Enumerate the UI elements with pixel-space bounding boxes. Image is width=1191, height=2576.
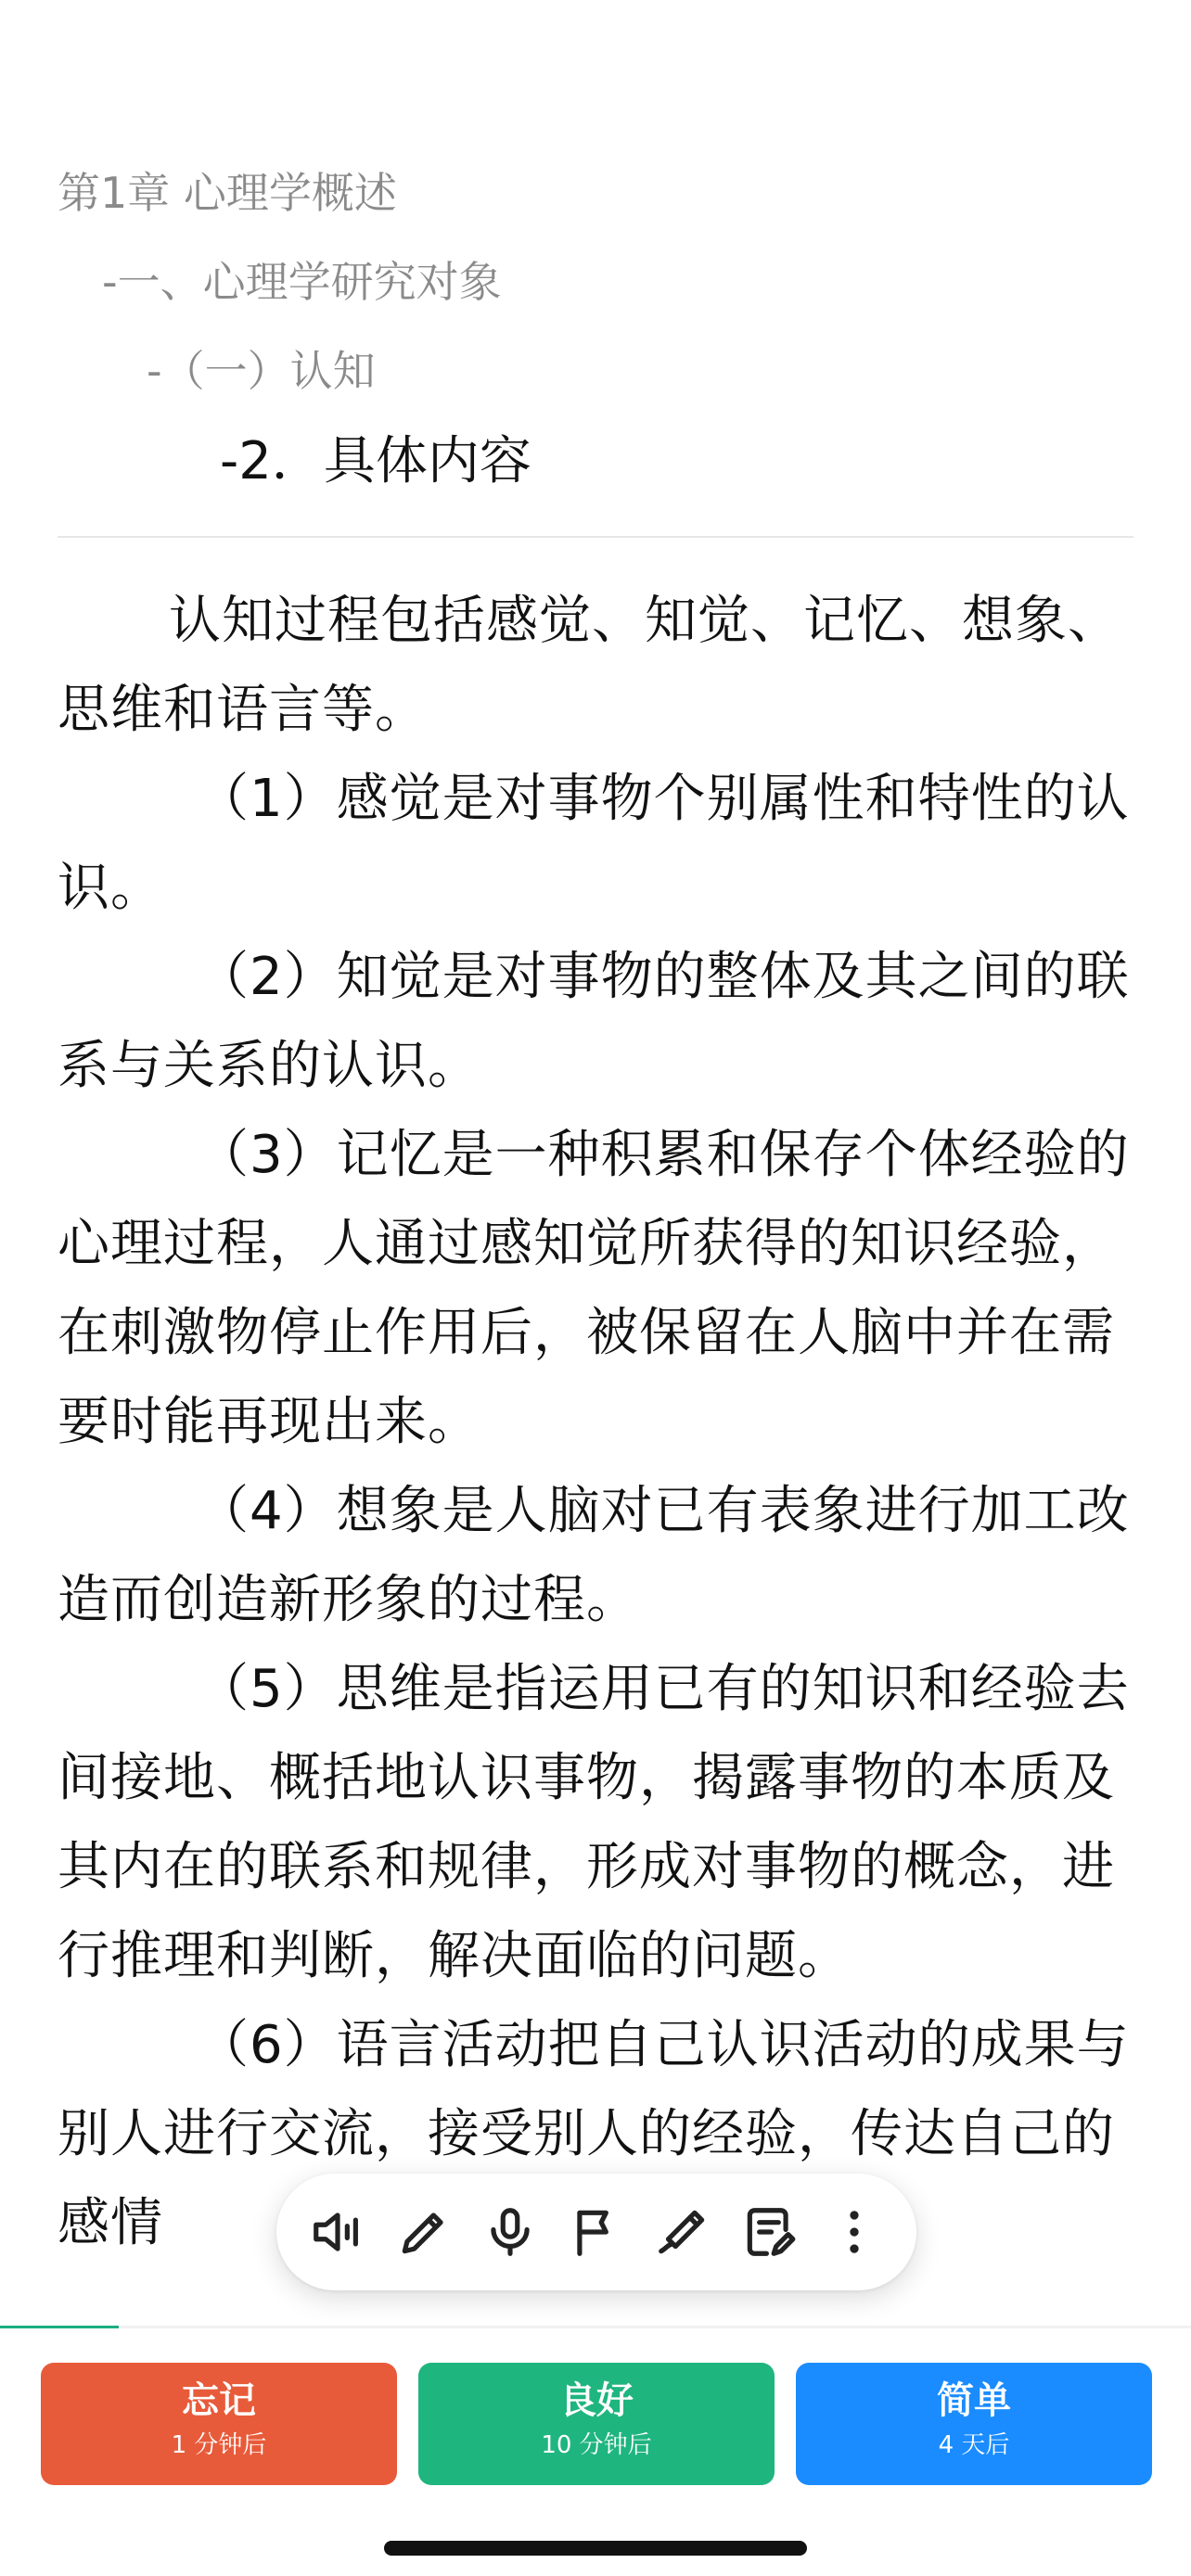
good-label: 良好 <box>559 2379 634 2422</box>
forget-label: 忘记 <box>182 2379 256 2422</box>
home-indicator[interactable] <box>384 2541 807 2556</box>
content-paragraph: （3）记忆是一种积累和保存个体经验的心理过程，人通过感知觉所获得的知识经验，在刺激物停止作用后，被保留在人脑中并在需要时能再现出来。 <box>58 1125 1130 1452</box>
flag-icon[interactable] <box>558 2194 634 2270</box>
forget-interval: 1 分钟后 <box>171 2431 267 2459</box>
speaker-icon[interactable] <box>300 2194 376 2270</box>
highlighter-icon[interactable] <box>645 2194 721 2270</box>
pencil-icon[interactable] <box>386 2194 462 2270</box>
easy-interval: 4 天后 <box>938 2431 1010 2459</box>
good-button[interactable] <box>418 2363 775 2485</box>
content-paragraph: （2）知觉是对事物的整体及其之间的联系与关系的认识。 <box>58 947 1130 1096</box>
microphone-icon[interactable] <box>472 2194 548 2270</box>
more-icon[interactable] <box>816 2194 892 2270</box>
card-content <box>58 577 1133 2268</box>
rating-bar <box>0 2329 1191 2576</box>
floating-toolbar <box>276 2174 916 2290</box>
content-paragraph: （1）感觉是对事物个别属性和特性的认识。 <box>58 769 1130 918</box>
good-interval: 10 分钟后 <box>541 2431 652 2459</box>
content-paragraph: （6）语言活动把自己认识活动的成果与别人进行交流，接受别人的经验，传达自己的感情 <box>58 2015 1130 2253</box>
content-paragraph: 认知过程包括感觉、知觉、记忆、想象、思维和语言等。 <box>58 591 1121 740</box>
forget-button[interactable] <box>41 2363 397 2485</box>
breadcrumb-section[interactable]: -一、心理学研究对象 <box>102 257 502 307</box>
study-progress-bar <box>0 2326 1191 2328</box>
easy-button[interactable] <box>796 2363 1152 2485</box>
content-paragraph: （5）思维是指运用已有的知识和经验去间接地、概括地认识事物，揭露事物的本质及其内在的联系和规律，形成对事物的概念，进行推理和判断，解决面临的问题。 <box>58 1659 1130 1986</box>
header-divider <box>58 536 1133 538</box>
breadcrumb-chapter[interactable]: 第1章 心理学概述 <box>58 168 397 218</box>
page-title: -2．具体内容 <box>220 431 531 491</box>
breadcrumb <box>58 148 1133 508</box>
study-progress-fill <box>0 2326 119 2328</box>
breadcrumb-subsection[interactable]: -（一）认知 <box>147 346 376 396</box>
content-paragraph: （4）想象是人脑对已有表象进行加工改造而创造新形象的过程。 <box>58 1481 1130 1630</box>
note-edit-icon[interactable] <box>731 2194 807 2270</box>
easy-label: 简单 <box>937 2379 1011 2422</box>
